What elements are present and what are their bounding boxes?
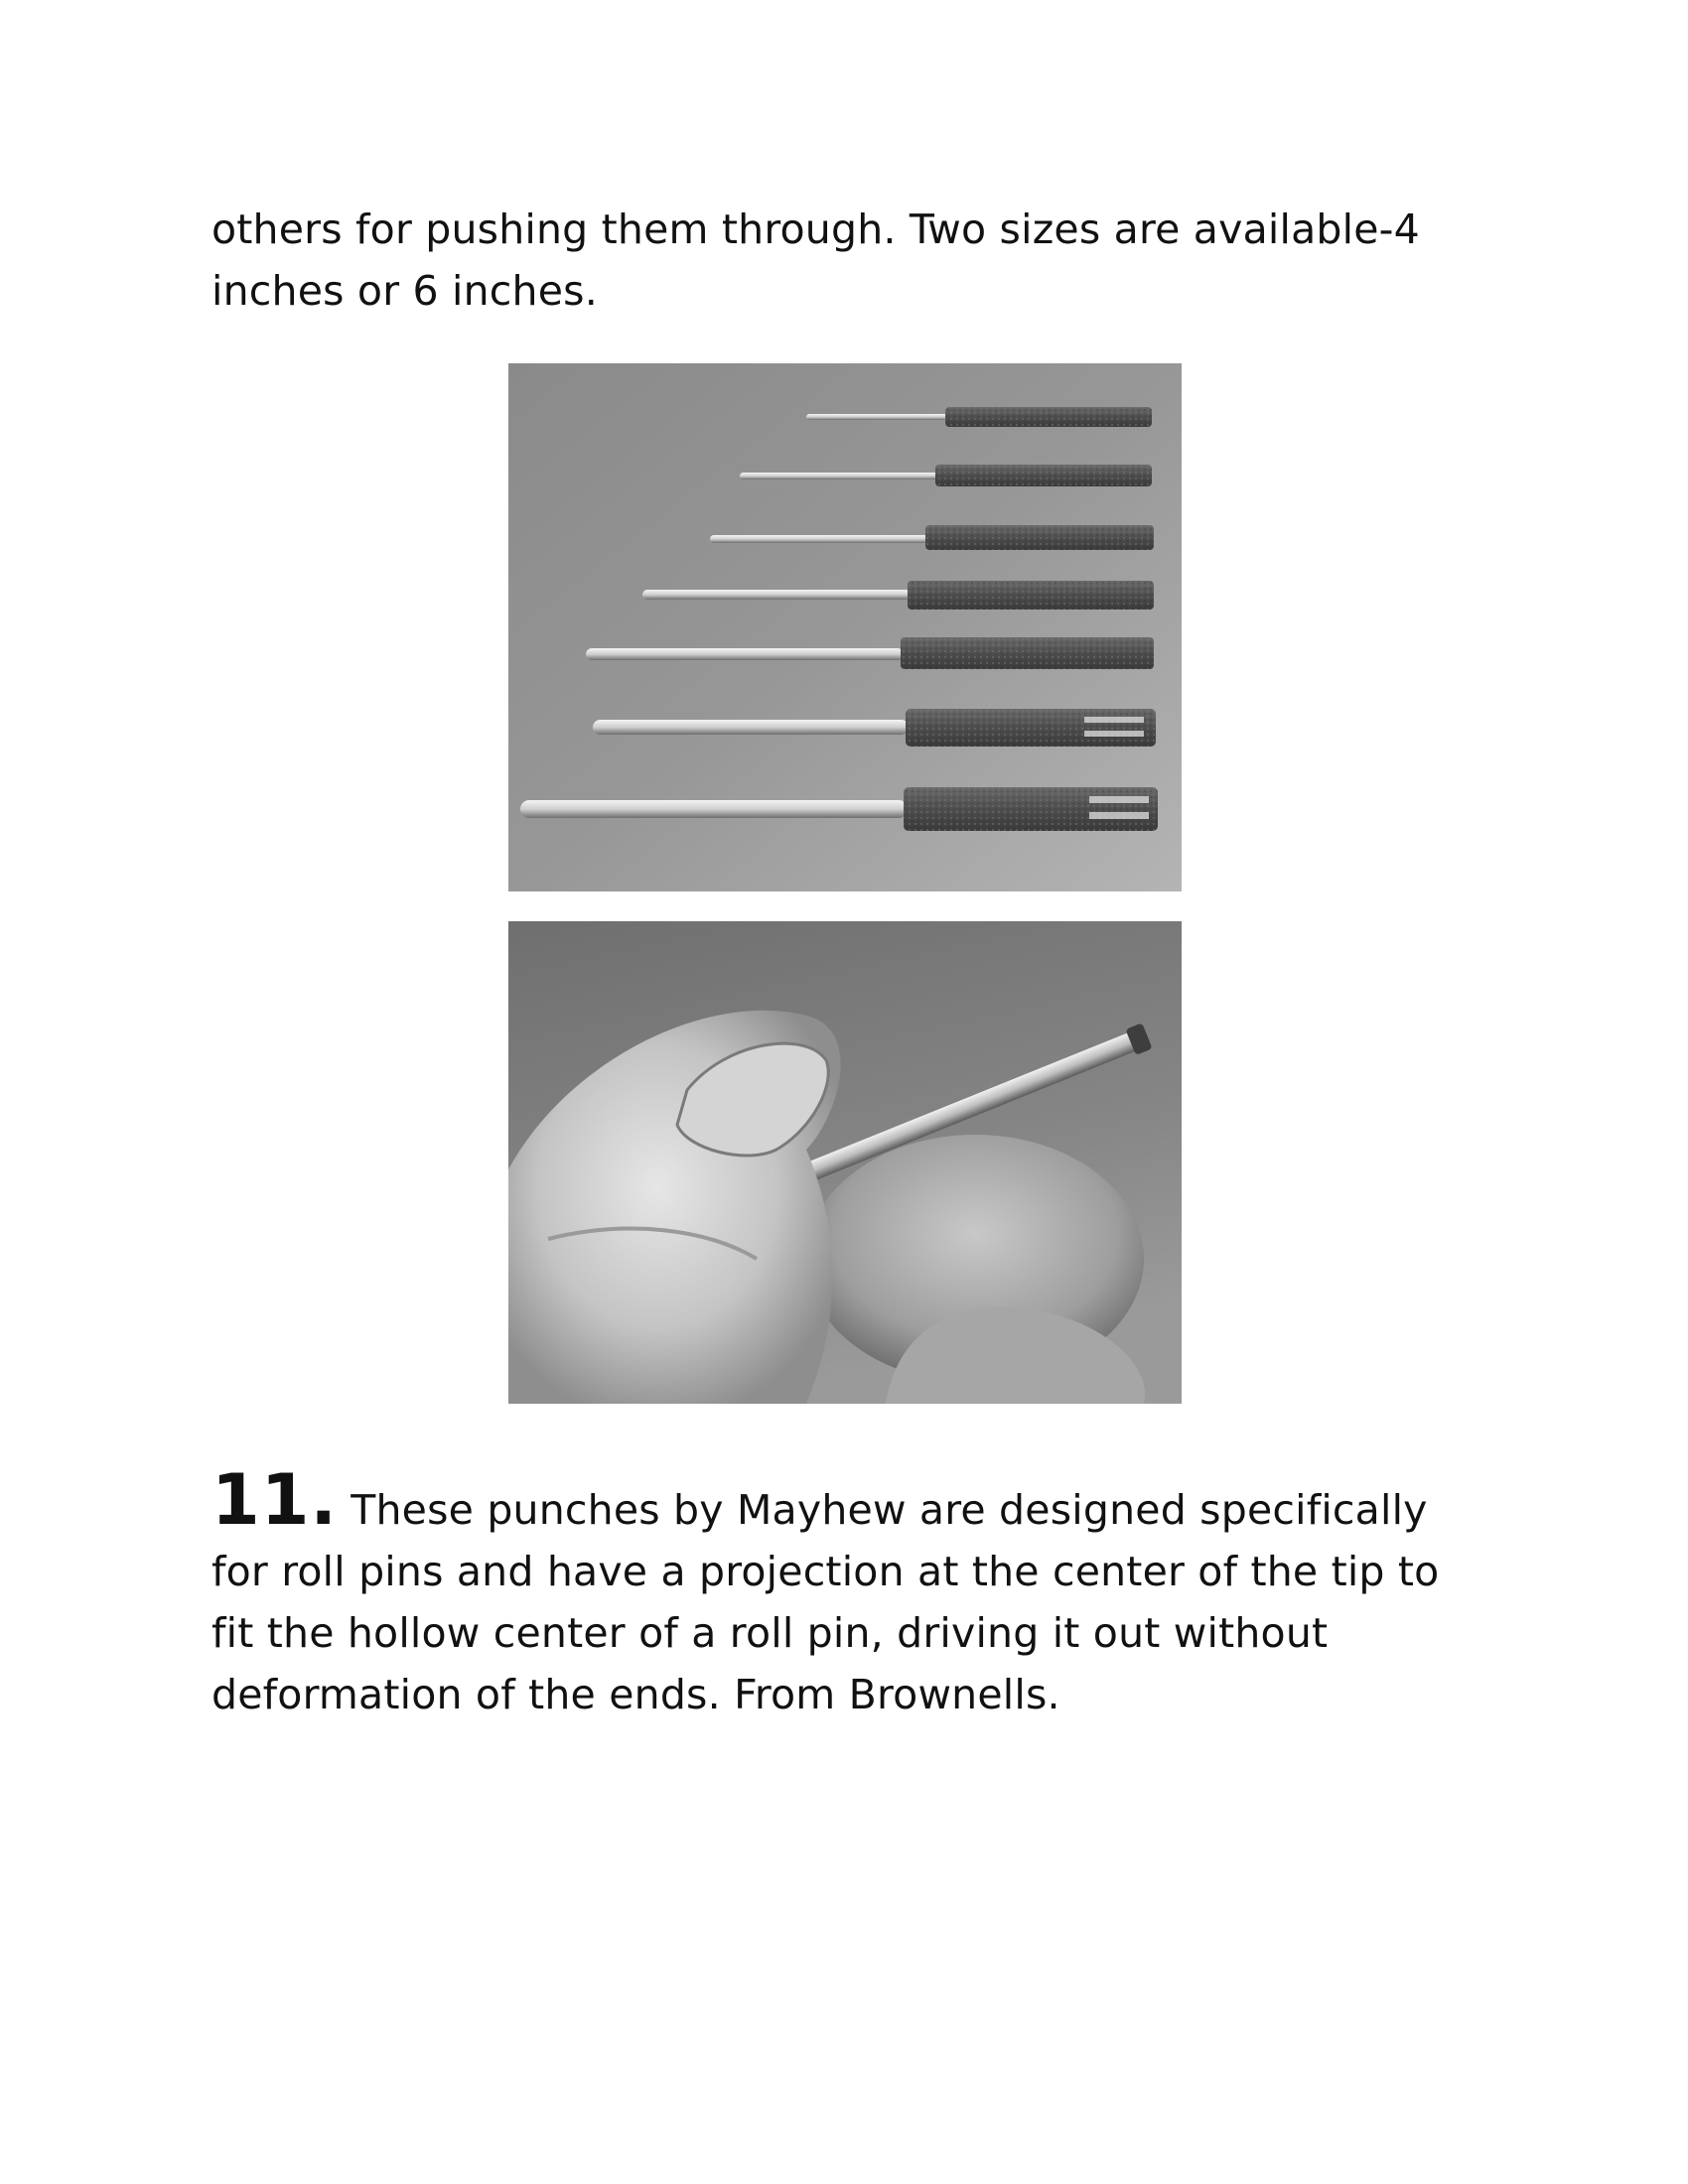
intro-paragraph <box>211 199 1492 322</box>
punch-in-hand-illustration <box>508 921 1182 1404</box>
item-11-paragraph <box>211 1459 1492 1725</box>
item-number: 11. <box>211 1459 339 1541</box>
item-11-text: These punches by Mayhew are designed specifically for roll pins and have a projection at the center of the tip to fit the hollow center of a roll pin, driving it out without deformation of the ends. From Brownells. <box>211 1486 1440 1718</box>
intro-text: others for pushing them through. Two sizes are available-4 inches or 6 inches. <box>211 205 1420 315</box>
punch-set-photo <box>508 363 1182 891</box>
punch-set-illustration <box>508 363 1182 891</box>
punch-in-hand-photo <box>508 921 1182 1404</box>
